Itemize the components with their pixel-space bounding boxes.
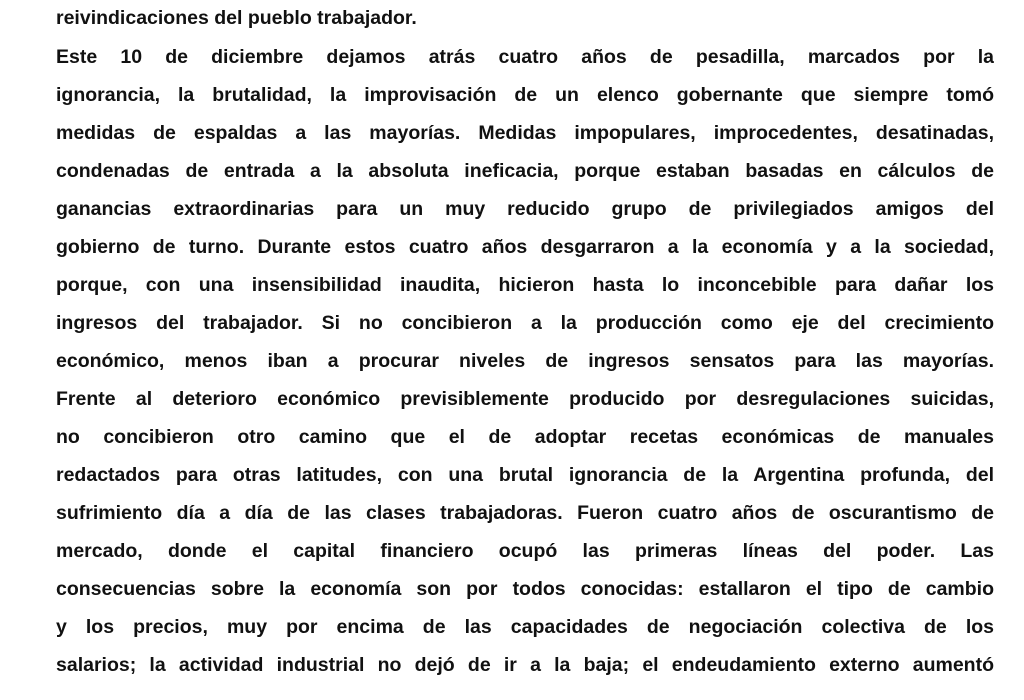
paragraph-line: salarios; la actividad industrial no dejó de ir a la baja; el endeudamiento externo aumentó — [56, 654, 994, 676]
document-page — [56, 0, 994, 700]
paragraph-line: ingresos del trabajador. Si no concibieron a la producción como eje del crecimiento — [56, 312, 994, 334]
paragraph-line: mercado, donde el capital financiero ocupó las primeras líneas del poder. Las — [56, 540, 994, 562]
paragraph-line: reivindicaciones del pueblo trabajador. — [56, 7, 417, 29]
paragraph-line: ignorancia, la brutalidad, la improvisación de un elenco gobernante que siempre tomó — [56, 84, 994, 106]
paragraph-line: Este 10 de diciembre dejamos atrás cuatro años de pesadilla, marcados por la — [56, 46, 994, 68]
paragraph-line: porque, con una insensibilidad inaudita, hicieron hasta lo inconcebible para dañar los — [56, 274, 994, 296]
paragraph-line: y los precios, muy por encima de las capacidades de negociación colectiva de los — [56, 616, 994, 638]
paragraph-line: ganancias extraordinarias para un muy reducido grupo de privilegiados amigos del — [56, 198, 994, 220]
paragraph-line: Frente al deterioro económico previsiblemente producido por desregulaciones suicidas, — [56, 388, 994, 410]
paragraph-line: no concibieron otro camino que el de adoptar recetas económicas de manuales — [56, 426, 994, 448]
paragraph-line: medidas de espaldas a las mayorías. Medidas impopulares, improcedentes, desatinadas, — [56, 122, 994, 144]
paragraph-line: sufrimiento día a día de las clases trabajadoras. Fueron cuatro años de oscurantismo de — [56, 502, 994, 524]
paragraph-line: consecuencias sobre la economía son por todos conocidas: estallaron el tipo de cambio — [56, 578, 994, 600]
paragraph-line: económico, menos iban a procurar niveles de ingresos sensatos para las mayorías. — [56, 350, 994, 372]
paragraph-line: redactados para otras latitudes, con una brutal ignorancia de la Argentina profunda, del — [56, 464, 994, 486]
paragraph-line: condenadas de entrada a la absoluta ineficacia, porque estaban basadas en cálculos de — [56, 160, 994, 182]
paragraph-line: gobierno de turno. Durante estos cuatro años desgarraron a la economía y a la sociedad, — [56, 236, 994, 258]
